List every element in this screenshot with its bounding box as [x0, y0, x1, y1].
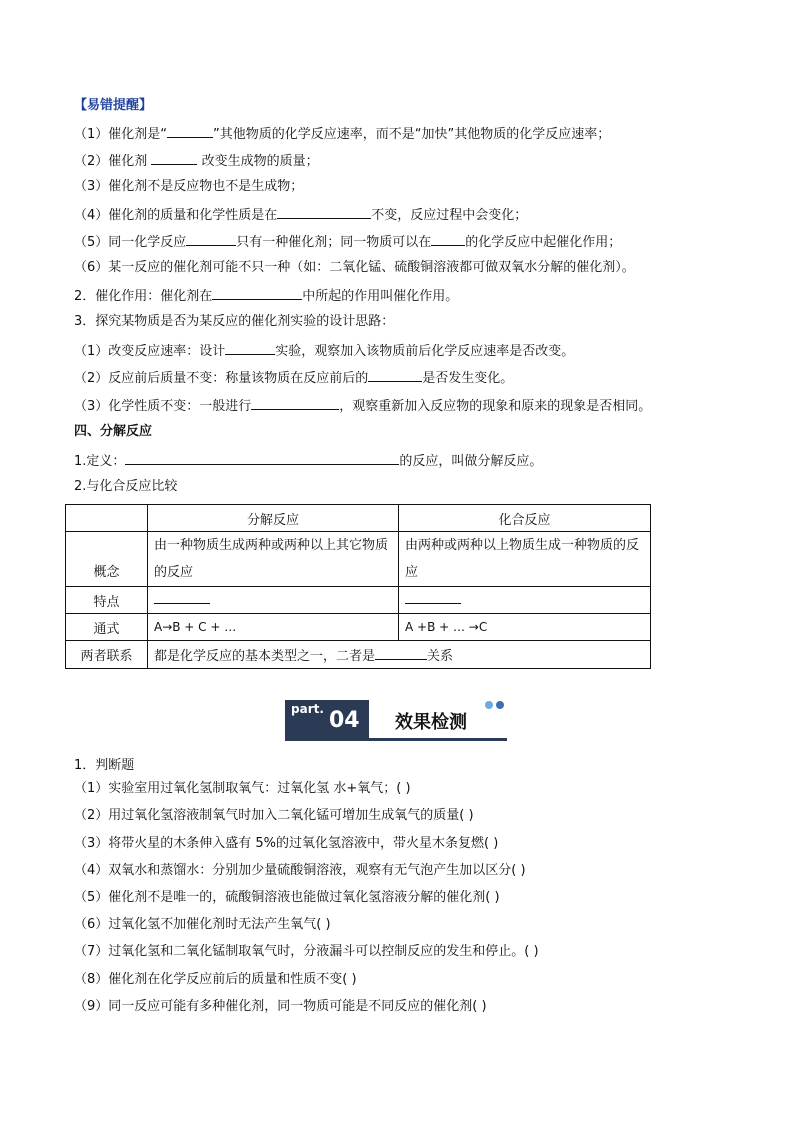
relation-cell	[148, 641, 651, 669]
banner-part-label: part.	[291, 702, 324, 716]
tip-2-text-b: 改变生成物的质量；	[201, 154, 319, 169]
definition-blank[interactable]	[125, 450, 399, 465]
tip-5-blank-1[interactable]	[186, 231, 236, 246]
relation-blank[interactable]	[375, 645, 427, 660]
quiz-item: （4）双氧水和蒸馏水：分别加少量硫酸铜溶液，观察有无气泡产生加以区分( )	[74, 863, 526, 878]
tip-4-blank[interactable]	[277, 204, 371, 219]
relation-text-b: 关系	[427, 649, 454, 664]
feature-decomposition-cell[interactable]	[148, 587, 399, 614]
tip-4-text-b: 不变，反应过程中会变化；	[371, 208, 528, 223]
row-label-formula: 通式	[66, 614, 148, 641]
table-header-empty	[66, 505, 148, 532]
tip-line-2	[74, 150, 319, 172]
concept-decomposition: 由一种物质生成两种或两种以上其它物质的反应	[148, 532, 399, 587]
quiz-item: （9）同一反应可能有多种催化剂，同一物质可能是不同反应的催化剂( )	[74, 999, 487, 1014]
formula-combination: A +B + … →C	[399, 614, 651, 641]
table-row-concept	[66, 532, 651, 587]
feature-decomposition-blank[interactable]	[154, 593, 210, 604]
banner-underline	[285, 738, 507, 741]
tip-line-3: （3）催化剂不是反应物也不是生成物；	[74, 179, 304, 194]
banner-title: 效果检测	[395, 712, 467, 733]
experiment-3-text-b: ，观察重新加入反应物的现象和原来的现象是否相同。	[339, 399, 652, 414]
definition-text-b: 的反应，叫做分解反应。	[399, 454, 543, 469]
definition-text-a: 1.定义：	[74, 454, 126, 469]
experiment-1-text-b: 实验，观察加入该物质前后化学反应速率是否改变。	[275, 344, 575, 359]
quiz-item: （8）催化剂在化学反应前后的质量和性质不变( )	[74, 972, 357, 987]
comparison-title: 2.与化合反应比较	[74, 479, 178, 494]
tip-line-4	[74, 204, 527, 226]
experiment-1-text-a: （1）改变反应速率：设计	[74, 344, 226, 359]
tip-line-1	[74, 123, 610, 145]
quiz-item: （2）用过氧化氢溶液制氧气时加入二氧化锰可增加生成氧气的质量( )	[74, 808, 474, 823]
tip-1-text-a: （1）催化剂是“	[74, 127, 168, 142]
tips-title	[74, 96, 152, 116]
catalysis-text-b: 中所起的作用叫催化作用。	[302, 289, 459, 304]
relation-text-a: 都是化学反应的基本类型之一，二者是	[154, 649, 376, 664]
experiment-3-text-a: （3）化学性质不变：一般进行	[74, 399, 252, 414]
catalysis-definition	[74, 285, 458, 307]
tip-4-text-a: （4）催化剂的质量和化学性质是在	[74, 208, 278, 223]
tip-5-text-c: 的化学反应中起催化作用；	[465, 235, 622, 250]
quiz-item: （3）将带火星的木条伸入盛有 5%的过氧化氢溶液中，带火星木条复燃( )	[74, 836, 499, 851]
row-label-feature: 特点	[66, 587, 148, 614]
tip-5-blank-2[interactable]	[431, 231, 465, 246]
tip-2-blank[interactable]	[151, 150, 197, 165]
experiment-2-text-a: （2）反应前后质量不变：称量该物质在反应前后的	[74, 371, 369, 386]
tip-line-6: （6）某一反应的催化剂可能不只一种（如：二氧化锰、硫酸铜溶液都可做双氧水分解的催化剂）。	[74, 260, 635, 275]
experiment-2-text-b: 是否发生变化。	[422, 371, 514, 386]
banner-number: 04	[329, 708, 360, 733]
quiz-item: （7）过氧化氢和二氧化锰制取氧气时，分液漏斗可以控制反应的发生和停止。( )	[74, 944, 539, 959]
table-row-relation	[66, 641, 651, 669]
experiment-design-title: 3．探究某物质是否为某反应的催化剂实验的设计思路：	[74, 314, 395, 329]
decorative-dots-icon	[483, 700, 507, 712]
quiz-item: （6）过氧化氢不加催化剂时无法产生氧气( )	[74, 917, 331, 932]
table-header-decomposition: 分解反应	[148, 505, 399, 532]
tip-line-5	[74, 231, 621, 253]
row-label-relation: 两者联系	[66, 641, 148, 669]
tip-1-blank[interactable]	[167, 123, 213, 138]
tip-1-text-b: ”其他物质的化学反应速率，而不是“加快”其他物质的化学反应速率；	[213, 127, 611, 142]
table-row-formula	[66, 614, 651, 641]
experiment-3-blank[interactable]	[251, 395, 339, 410]
formula-decomposition: A→B + C + …	[148, 614, 399, 641]
row-label-concept: 概念	[66, 532, 148, 587]
table-header-row	[66, 505, 651, 532]
tip-5-text-b: 只有一种催化剂；同一物质可以在	[236, 235, 432, 250]
catalysis-blank[interactable]	[212, 285, 302, 300]
decomposition-definition	[74, 450, 542, 472]
section-title-decomposition: 四、分解反应	[74, 424, 153, 439]
concept-combination: 由两种或两种以上物质生成一种物质的反应	[399, 532, 651, 587]
quiz-title: 1．判断题	[74, 758, 135, 773]
catalysis-text-a: 2．催化作用：催化剂在	[74, 289, 213, 304]
experiment-line-2	[74, 367, 513, 389]
quiz-item: （5）催化剂不是唯一的，硫酸铜溶液也能做过氧化氢溶液分解的催化剂( )	[74, 890, 500, 905]
table-row-feature	[66, 587, 651, 614]
experiment-line-1	[74, 340, 574, 362]
section-banner	[285, 700, 507, 742]
experiment-1-blank[interactable]	[225, 340, 275, 355]
feature-combination-blank[interactable]	[405, 593, 461, 604]
experiment-2-blank[interactable]	[368, 367, 422, 382]
feature-combination-cell[interactable]	[399, 587, 651, 614]
tip-5-text-a: （5）同一化学反应	[74, 235, 187, 250]
table-header-combination: 化合反应	[399, 505, 651, 532]
tip-2-text-a: （2）催化剂	[74, 154, 148, 169]
tips-title-text: 【易错提醒】	[74, 98, 153, 113]
quiz-item: （1）实验室用过氧化氢制取氧气：过氧化氢 水+氧气；( )	[74, 781, 411, 796]
experiment-line-3	[74, 395, 651, 417]
comparison-table	[65, 504, 651, 669]
